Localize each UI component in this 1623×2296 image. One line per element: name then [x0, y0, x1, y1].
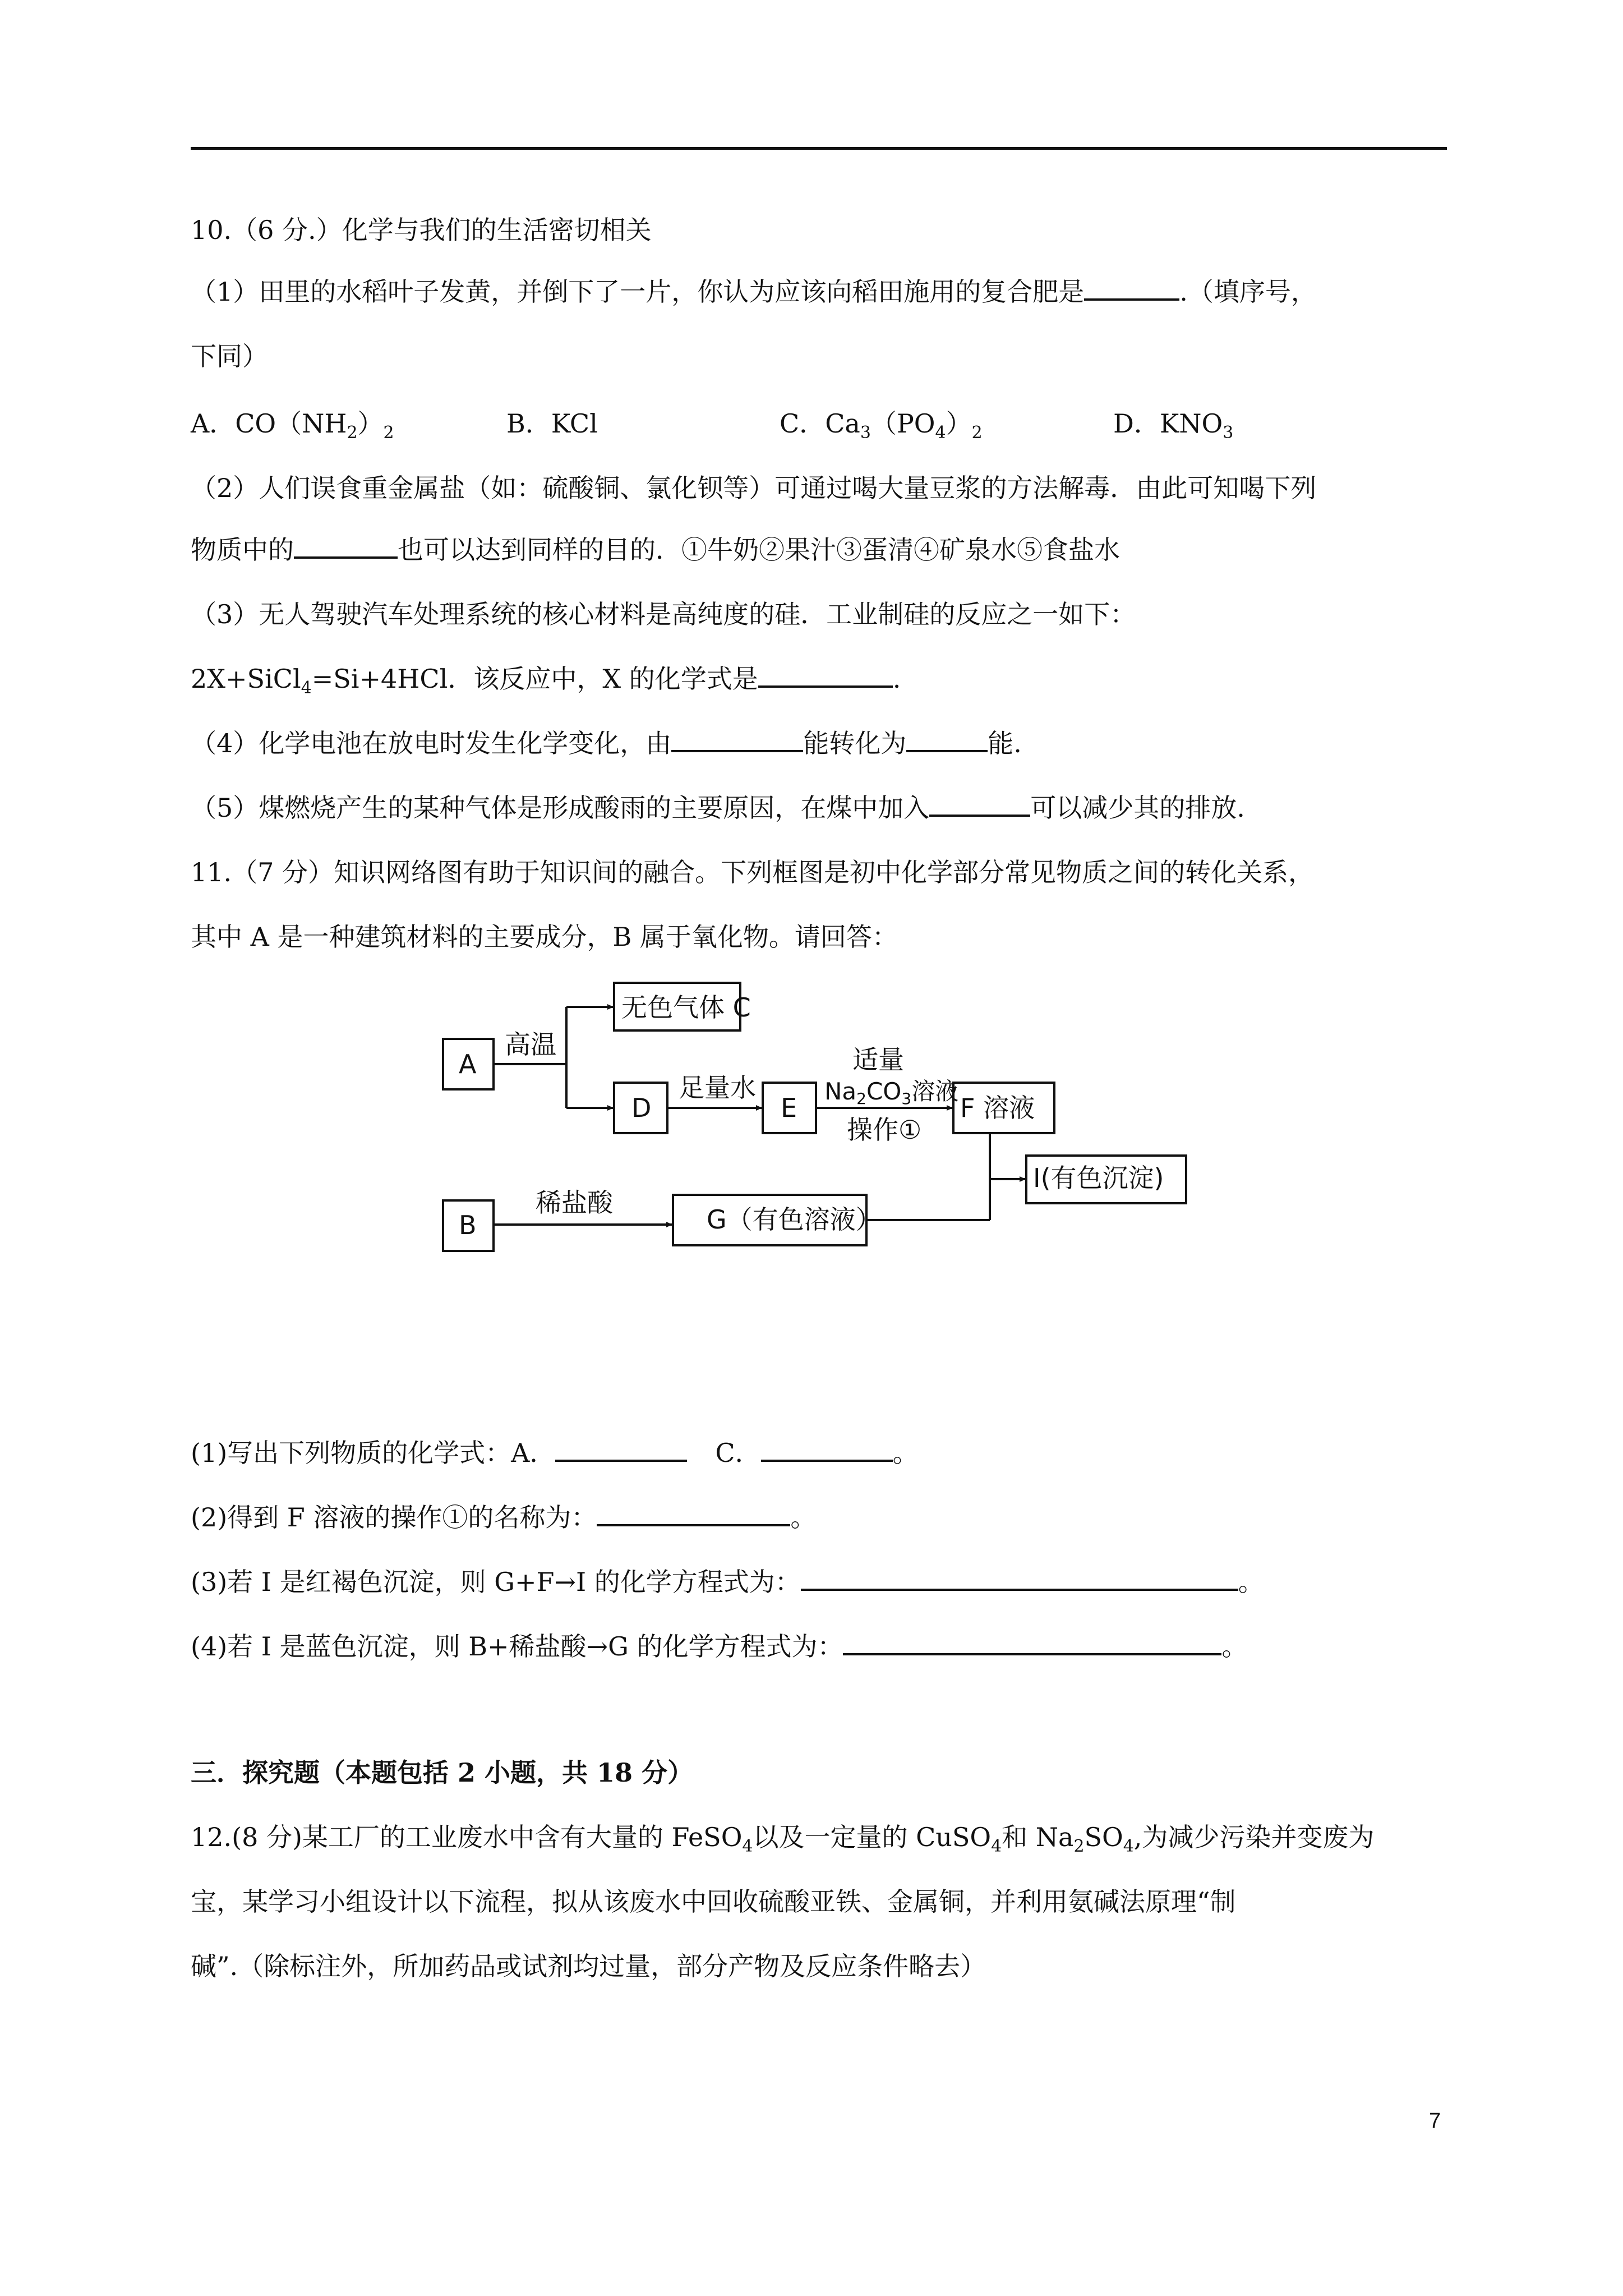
q11-sub3: (3)若 I 是红褐色沉淀，则 G+F→I 的化学方程式为： 。: [191, 1565, 1264, 1599]
answer-blank[interactable]: [801, 1565, 1238, 1591]
q12-line1: 12.(8 分)某工厂的工业废水中含有大量的 FeSO$_4$以及一定量的 CuSO$_4$和 $Na_2SO_4$,为减少污染并变废为: [191, 1822, 1375, 1857]
condition-high-temp: 高温: [505, 1029, 556, 1060]
q10-part3-line2: 2X+SiCl$_4$=Si+4HCl．该反应中，X 的化学式是 .: [191, 662, 901, 705]
condition-operation-1: 操作①: [847, 1115, 922, 1145]
label-e: E: [781, 1093, 797, 1123]
q11-sub2: (2)得到 F 溶液的操作①的名称为： 。: [191, 1501, 816, 1534]
section-3-heading: 三．探究题（本题包括 2 小题，共 18 分）: [191, 1757, 694, 1788]
q11-sub1: (1)写出下列物质的化学式：A． C． 。: [191, 1436, 919, 1470]
q10-heading: 10.（6 分.）化学与我们的生活密切相关: [191, 215, 652, 245]
q11-sub4: (4)若 I 是蓝色沉淀，则 B+稀盐酸→G 的化学方程式为： 。: [191, 1630, 1247, 1663]
q11-heading-line1: 11.（7 分）知识网络图有助于知识间的融合。下列框图是初中化学部分常见物质之间的转化关系，: [191, 857, 1315, 887]
q10-part2-line2: 物质中的 也可以达到同样的目的．①牛奶②果汁③蛋清④矿泉水⑤食盐水: [191, 533, 1120, 567]
label-f: F 溶液: [960, 1093, 1035, 1123]
option-c: C．$Ca_3(PO_4)_2$: [780, 408, 983, 443]
q12-line2: 宝，某学习小组设计以下流程，拟从该废水中回收硫酸亚铁、金属铜，并利用氨碱法原理“制: [191, 1887, 1236, 1917]
label-g: G（有色溶液）: [707, 1204, 882, 1235]
label-c: 无色气体 C: [621, 992, 751, 1023]
page-number: 7: [1429, 2109, 1441, 2133]
q10-part1-line2: 下同）: [191, 341, 268, 371]
q10-part4: （4）化学电池在放电时发生化学变化，由 能转化为 能.: [191, 726, 1022, 760]
answer-blank[interactable]: [761, 1436, 893, 1462]
condition-na2co3: Na2CO3溶液: [824, 1078, 959, 1108]
condition-excess-water: 足量水: [679, 1073, 756, 1103]
label-a: A: [459, 1049, 477, 1079]
q10-part1-line1: （1）田里的水稻叶子发黄，并倒下了一片，你认为应该向稻田施用的复合肥是 .（填序号，: [191, 275, 1317, 309]
condition-dilute-hcl: 稀盐酸: [536, 1188, 613, 1218]
label-d: D: [631, 1093, 652, 1123]
q10-part2-line1: （2）人们误食重金属盐（如：硫酸铜、氯化钡等）可通过喝大量豆浆的方法解毒．由此可知喝下列: [191, 473, 1317, 503]
label-b: B: [459, 1210, 477, 1240]
q12-line3: 碱”.（除标注外，所加药品或试剂均过量，部分产物及反应条件略去）: [191, 1951, 986, 1981]
option-d: D．$KNO_3$: [1113, 408, 1234, 443]
option-a: A．$CO(NH_2)_2$: [191, 408, 394, 443]
q11-heading-line2: 其中 A 是一种建筑材料的主要成分，B 属于氧化物。请回答：: [191, 922, 898, 952]
answer-blank[interactable]: [843, 1630, 1221, 1655]
q10-part5: （5）煤燃烧产生的某种气体是形成酸雨的主要原因，在煤中加入 可以减少其的排放.: [191, 791, 1245, 825]
condition-appropriate: 适量: [852, 1045, 904, 1075]
option-b: B．KCl: [506, 408, 598, 439]
q10-part3-line1: （3）无人驾驶汽车处理系统的核心材料是高纯度的硅．工业制硅的反应之一如下：: [191, 599, 1136, 629]
answer-blank[interactable]: [597, 1501, 790, 1526]
label-i: I(有色沉淀): [1033, 1163, 1164, 1193]
answer-blank[interactable]: [555, 1436, 687, 1462]
